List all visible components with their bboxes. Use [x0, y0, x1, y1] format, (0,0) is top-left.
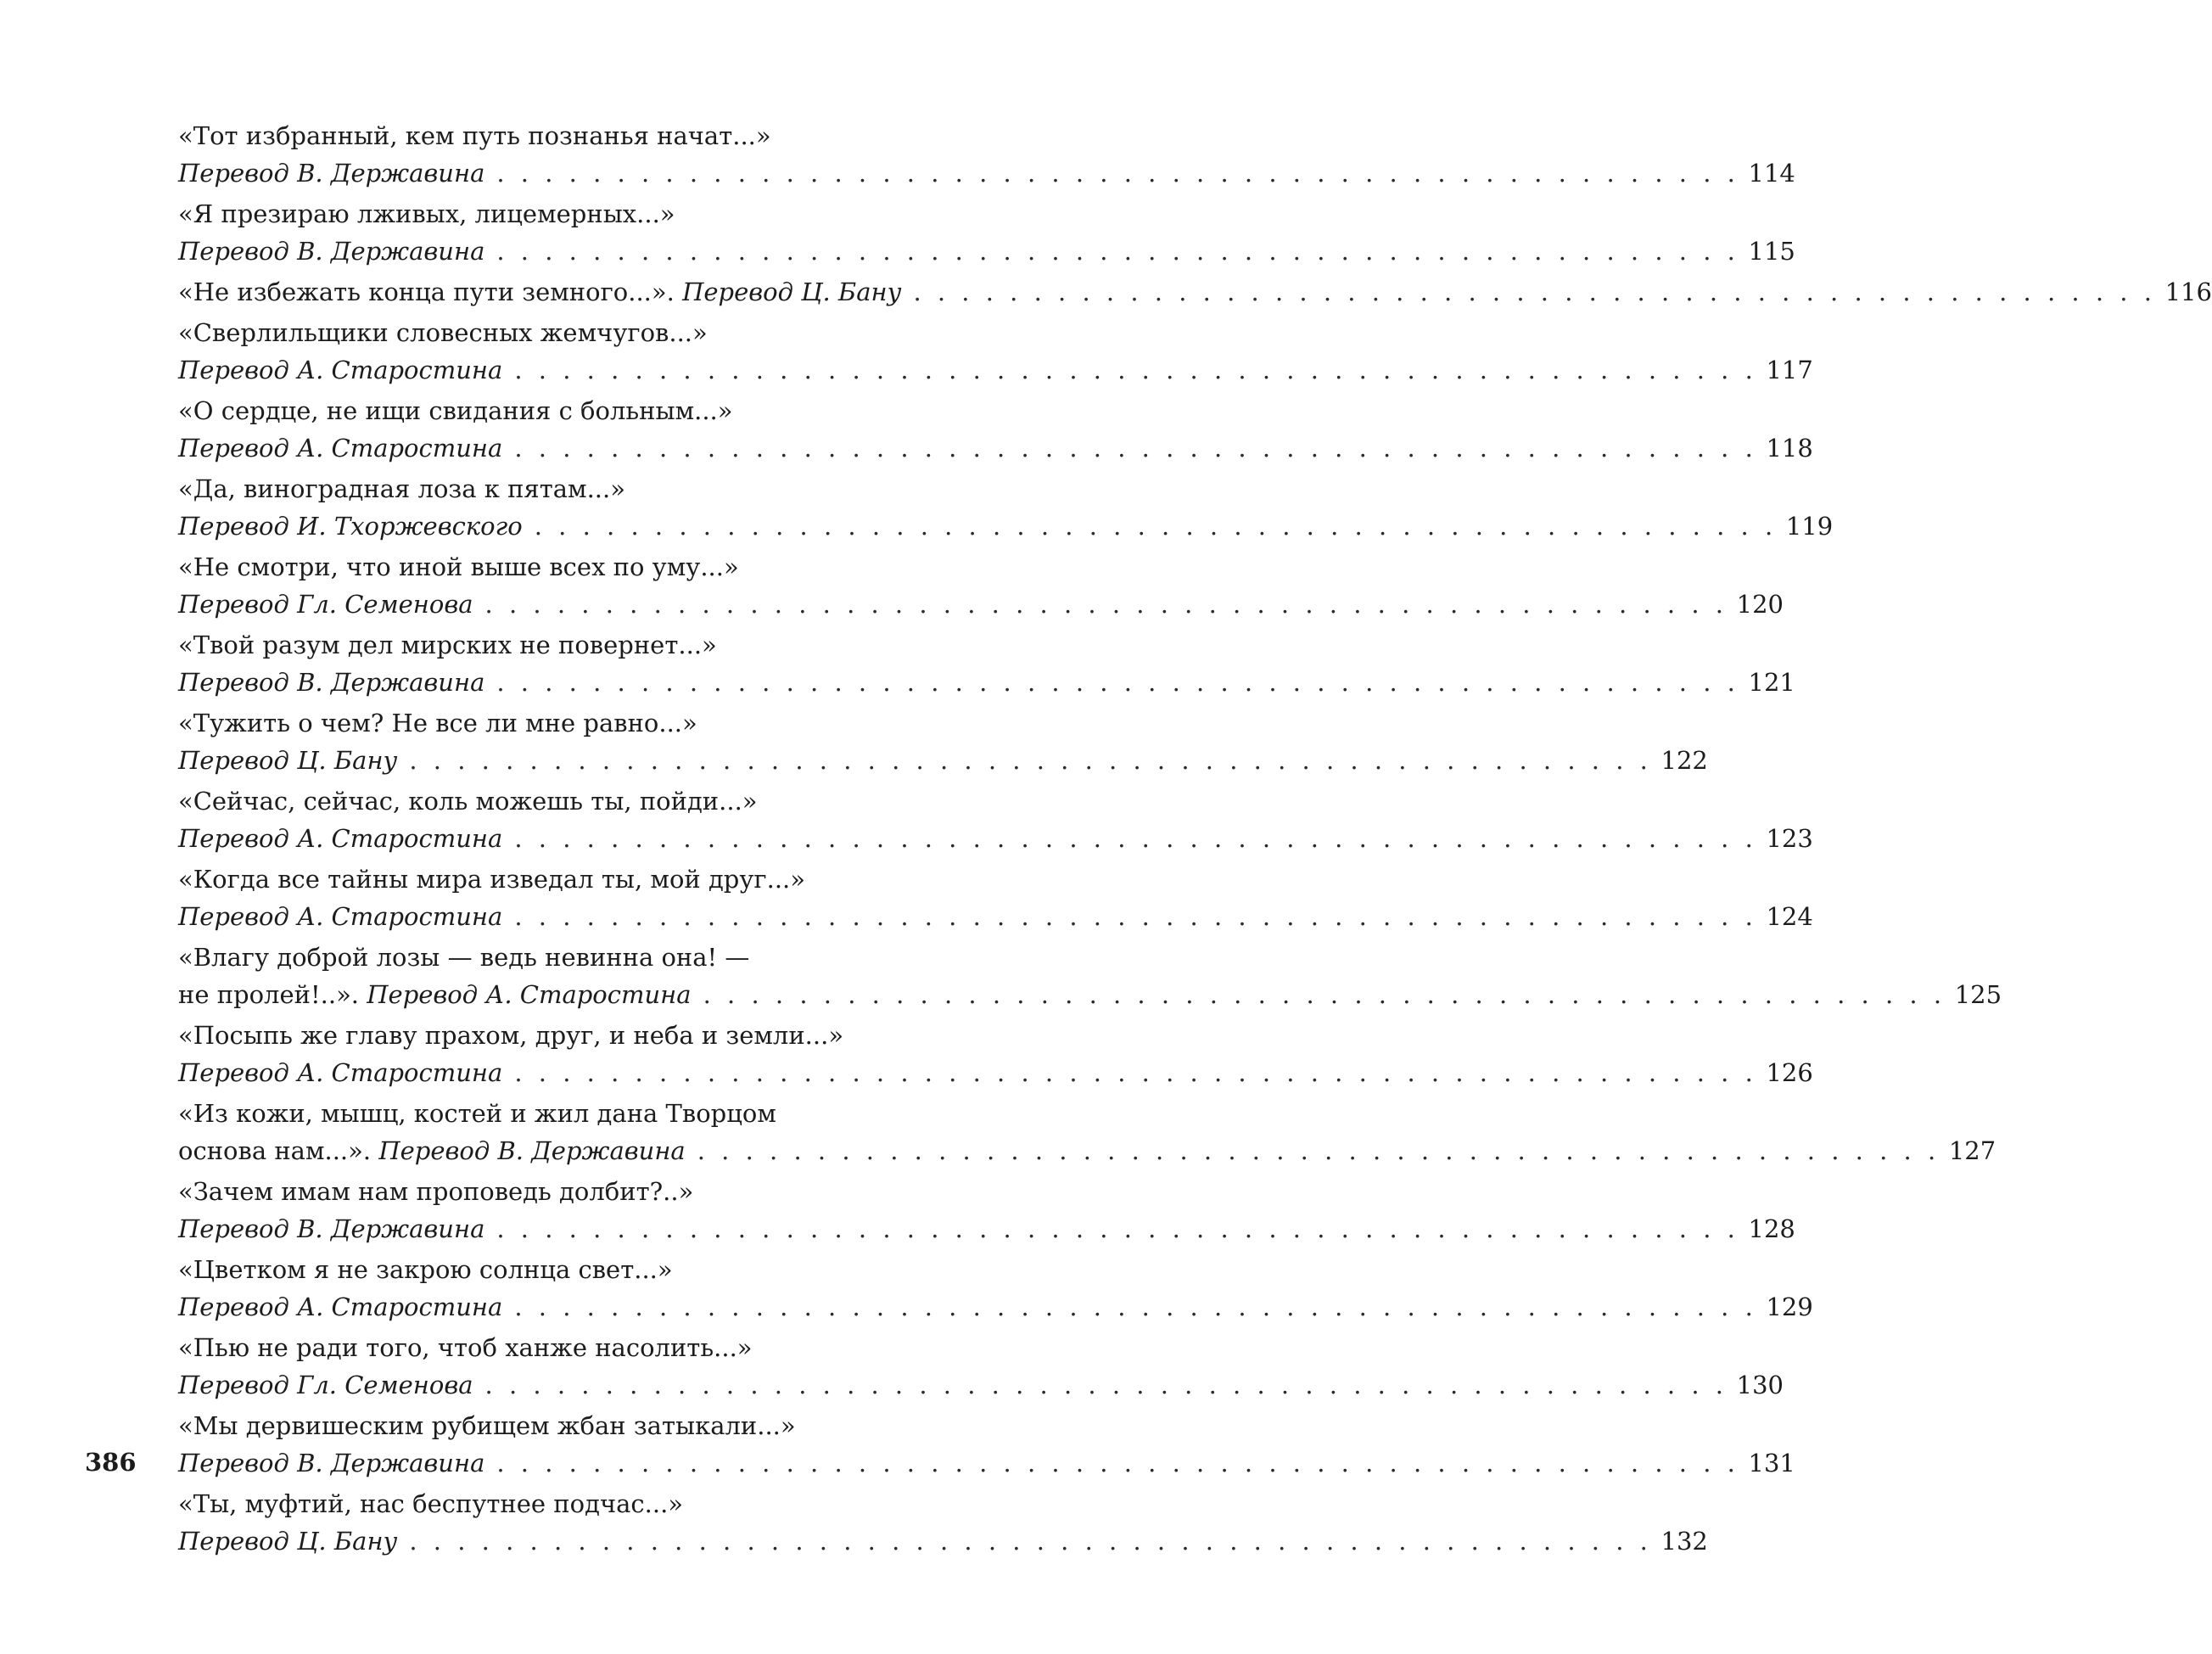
- toc-entry-page: 125: [1954, 980, 2002, 1009]
- toc-entry: [178, 939, 2002, 1013]
- toc-entry-lead: «Не избежать конца пути земного...».: [178, 278, 675, 306]
- dot-leader: . . . . . . . . . . . . . . . . . . . . . . . . . . . . . . . . . . . . . . . . . . . . . . . . . . . .: [409, 1527, 1652, 1556]
- toc-entry-page: 123: [1766, 824, 1813, 853]
- toc-entry-title: «Сейчас, сейчас, коль можешь ты, пойди...»: [178, 787, 758, 816]
- toc-entry-page: 121: [1748, 668, 1795, 697]
- dot-leader: . . . . . . . . . . . . . . . . . . . . . . . . . . . . . . . . . . . . . . . . . . . . . . . . . . . .: [409, 746, 1652, 775]
- toc-entry-row: [178, 507, 1834, 545]
- toc-entry: [178, 626, 1795, 701]
- toc-entry-page: 116: [2164, 278, 2212, 306]
- toc-entry-title: «Пью не ради того, чтоб ханже насолить...»: [178, 1333, 753, 1362]
- dot-leader: . . . . . . . . . . . . . . . . . . . . . . . . . . . . . . . . . . . . . . . . . . . . . . . . . . . .: [514, 1058, 1757, 1087]
- dot-leader: . . . . . . . . . . . . . . . . . . . . . . . . . . . . . . . . . . . . . . . . . . . . . . . . . . . .: [514, 1292, 1757, 1321]
- toc-entry-row: [178, 273, 2212, 311]
- toc-entry-title: «Я презираю лживых, лицемерных...»: [178, 199, 675, 228]
- toc-entry-translator: Перевод А. Старостина: [178, 1292, 503, 1321]
- toc-entry: [178, 470, 1834, 545]
- toc-entry: [178, 1095, 1996, 1169]
- toc-entry-row: [178, 351, 1813, 389]
- dot-leader: . . . . . . . . . . . . . . . . . . . . . . . . . . . . . . . . . . . . . . . . . . . . . . . . . . . .: [514, 902, 1757, 931]
- toc-entry-title: «Твой разум дел мирских не повернет...»: [178, 631, 717, 659]
- toc-entry-title: «Ты, муфтий, нас беспутнее подчас...»: [178, 1489, 684, 1518]
- toc-entry-page: 127: [1948, 1136, 1996, 1165]
- toc-entry-translator: Перевод В. Державина: [178, 237, 485, 266]
- toc-entry-translator: Перевод В. Державина: [178, 1449, 485, 1477]
- dot-leader: . . . . . . . . . . . . . . . . . . . . . . . . . . . . . . . . . . . . . . . . . . . . . . . . . . . .: [496, 237, 1739, 266]
- toc-entry-lead: основа нам...».: [178, 1136, 372, 1165]
- toc-entry-title: «Влагу доброй лозы — ведь невинна она! —: [178, 943, 750, 972]
- toc-entry-translator: Перевод Ц. Бану: [178, 746, 398, 775]
- dot-leader: . . . . . . . . . . . . . . . . . . . . . . . . . . . . . . . . . . . . . . . . . . . . . . . . . . . .: [484, 590, 1728, 619]
- toc-entry-page: 114: [1748, 159, 1795, 188]
- toc-entry: [178, 314, 1813, 389]
- toc-entry-translator: Перевод В. Державина: [178, 1214, 485, 1243]
- dot-leader: . . . . . . . . . . . . . . . . . . . . . . . . . . . . . . . . . . . . . . . . . . . . . . . . . . . .: [514, 434, 1757, 463]
- toc-entry-title: «Зачем имам нам проповедь долбит?..»: [178, 1177, 694, 1206]
- table-of-contents: [178, 117, 2212, 1563]
- toc-entry: [178, 1407, 1795, 1482]
- dot-leader: . . . . . . . . . . . . . . . . . . . . . . . . . . . . . . . . . . . . . . . . . . . . . . . . . . . .: [913, 278, 2156, 306]
- toc-entry-title: «Когда все тайны мира изведал ты, мой друг...»: [178, 865, 806, 894]
- toc-entry: [178, 1485, 1708, 1560]
- toc-entry: [178, 392, 1813, 467]
- toc-entry-title: «Из кожи, мышц, костей и жил дана Творцом: [178, 1099, 776, 1128]
- toc-entry-title: «Сверлильщики словесных жемчугов...»: [178, 318, 708, 347]
- toc-entry: [178, 1173, 1795, 1248]
- toc-entry: [178, 782, 1813, 857]
- toc-entry-row: [178, 1210, 1795, 1248]
- toc-entry-row: [178, 1366, 1784, 1404]
- toc-entry-title: «Не смотри, что иной выше всех по уму...»: [178, 552, 739, 581]
- toc-entry-title: «Да, виноградная лоза к пятам...»: [178, 474, 625, 503]
- toc-entry-translator: Перевод В. Державина: [178, 159, 485, 188]
- toc-entry-row: [178, 1054, 1813, 1091]
- toc-entry-title: «О сердце, не ищи свидания с больным...»: [178, 396, 733, 425]
- toc-entry-row: [178, 742, 1708, 779]
- toc-entry-row: [178, 1288, 1813, 1326]
- toc-entry-page: 119: [1785, 512, 1834, 541]
- toc-entry-translator: Перевод А. Старостина: [178, 434, 503, 463]
- toc-entry: [178, 1251, 1813, 1326]
- dot-leader: . . . . . . . . . . . . . . . . . . . . . . . . . . . . . . . . . . . . . . . . . . . . . . . . . . . .: [697, 1136, 1940, 1165]
- toc-entry-row: [178, 154, 1795, 192]
- toc-entry-translator: Перевод А. Старостина: [178, 356, 503, 384]
- toc-entry-page: 126: [1766, 1058, 1813, 1087]
- dot-leader: . . . . . . . . . . . . . . . . . . . . . . . . . . . . . . . . . . . . . . . . . . . . . . . . . . . .: [514, 356, 1757, 384]
- toc-entry-row: [178, 586, 1784, 623]
- toc-entry-translator: Перевод В. Державина: [178, 668, 485, 697]
- toc-entry-row: [178, 429, 1813, 467]
- toc-entry-row: [178, 1444, 1795, 1482]
- toc-entry-title: «Мы дервишеским рубищем жбан затыкали...»: [178, 1411, 796, 1440]
- toc-entry-translator: Перевод Гл. Семенова: [178, 590, 473, 619]
- toc-entry-translator: Перевод А. Старостина: [367, 980, 692, 1009]
- dot-leader: . . . . . . . . . . . . . . . . . . . . . . . . . . . . . . . . . . . . . . . . . . . . . . . . . . . .: [534, 512, 1778, 541]
- toc-entry-translator: Перевод Ц. Бану: [178, 1527, 398, 1556]
- toc-entry-row: [178, 664, 1795, 701]
- page-number: 386: [85, 1448, 137, 1477]
- toc-entry-row: [178, 898, 1813, 935]
- dot-leader: . . . . . . . . . . . . . . . . . . . . . . . . . . . . . . . . . . . . . . . . . . . . . . . . . . . .: [484, 1371, 1728, 1399]
- toc-entry-translator: Перевод Гл. Семенова: [178, 1371, 473, 1399]
- toc-entry-page: 120: [1736, 590, 1784, 619]
- toc-entry: [178, 861, 1813, 935]
- toc-entry-page: 129: [1766, 1292, 1813, 1321]
- dot-leader: . . . . . . . . . . . . . . . . . . . . . . . . . . . . . . . . . . . . . . . . . . . . . . . . . . . .: [703, 980, 1946, 1009]
- toc-entry: [178, 548, 1784, 623]
- toc-entry: [178, 704, 1708, 779]
- toc-entry-page: 128: [1748, 1214, 1795, 1243]
- toc-entry-lead: не пролей!..».: [178, 980, 360, 1009]
- dot-leader: . . . . . . . . . . . . . . . . . . . . . . . . . . . . . . . . . . . . . . . . . . . . . . . . . . . .: [514, 824, 1757, 853]
- toc-entry-title: «Тот избранный, кем путь познанья начат...»: [178, 121, 771, 150]
- toc-entry-row: [178, 1522, 1708, 1560]
- toc-entry-page: 130: [1736, 1371, 1784, 1399]
- dot-leader: . . . . . . . . . . . . . . . . . . . . . . . . . . . . . . . . . . . . . . . . . . . . . . . . . . . .: [496, 668, 1739, 697]
- toc-entry-page: 131: [1748, 1449, 1795, 1477]
- toc-entry-title: «Цветком я не закрою солнца свет...»: [178, 1255, 673, 1284]
- toc-entry: [178, 273, 2212, 311]
- toc-entry-translator: Перевод И. Тхоржевского: [178, 512, 523, 541]
- toc-entry-translator: Перевод А. Старостина: [178, 1058, 503, 1087]
- toc-entry-page: 117: [1766, 356, 1813, 384]
- toc-entry-row: [178, 820, 1813, 857]
- toc-entry-translator: Перевод Ц. Бану: [682, 278, 902, 306]
- toc-entry-translator: Перевод В. Державина: [378, 1136, 686, 1165]
- toc-entry: [178, 195, 1795, 270]
- toc-entry-translator: Перевод А. Старостина: [178, 902, 503, 931]
- dot-leader: . . . . . . . . . . . . . . . . . . . . . . . . . . . . . . . . . . . . . . . . . . . . . . . . . . . .: [496, 1449, 1739, 1477]
- toc-entry-title: «Тужить о чем? Не все ли мне равно...»: [178, 709, 697, 737]
- toc-entry-page: 115: [1748, 237, 1795, 266]
- toc-entry: [178, 117, 1795, 192]
- toc-entry-translator: Перевод А. Старостина: [178, 824, 503, 853]
- toc-entry-page: 118: [1766, 434, 1813, 463]
- dot-leader: . . . . . . . . . . . . . . . . . . . . . . . . . . . . . . . . . . . . . . . . . . . . . . . . . . . .: [496, 1214, 1739, 1243]
- toc-entry: [178, 1329, 1784, 1404]
- dot-leader: . . . . . . . . . . . . . . . . . . . . . . . . . . . . . . . . . . . . . . . . . . . . . . . . . . . .: [496, 159, 1739, 188]
- toc-entry-title: «Посыпь же главу прахом, друг, и неба и земли...»: [178, 1021, 844, 1050]
- toc-entry-row: [178, 976, 2002, 1013]
- toc-entry-page: 124: [1766, 902, 1813, 931]
- toc-entry: [178, 1017, 1813, 1091]
- toc-entry-page: 132: [1660, 1527, 1708, 1556]
- toc-entry-row: [178, 233, 1795, 270]
- toc-entry-row: [178, 1132, 1996, 1169]
- toc-entry-page: 122: [1660, 746, 1708, 775]
